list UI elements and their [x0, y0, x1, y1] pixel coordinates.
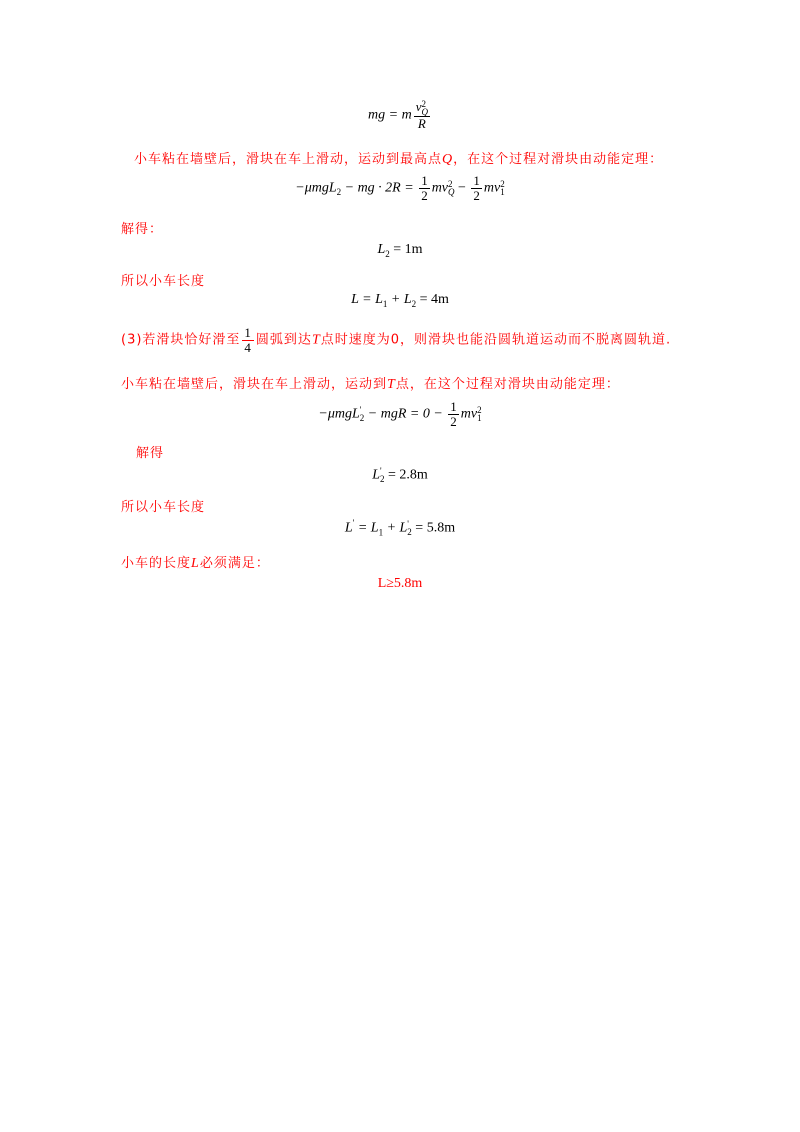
eq7-a: L — [344, 520, 353, 536]
eq1-num-sub: Q — [421, 107, 428, 118]
eq5-c: mv — [460, 406, 478, 422]
p1-var: Q — [442, 152, 454, 167]
eq2-e-sup: 2 — [500, 179, 505, 190]
paragraph-6: 解得 — [136, 446, 165, 461]
eq2-d: − — [454, 180, 470, 196]
eq7-b-sub: 1 — [378, 527, 384, 538]
equation-7 — [0, 518, 800, 537]
eq2-e-sub: 1 — [500, 187, 505, 198]
eq5-c-sub: 1 — [477, 413, 482, 424]
p4-tail: 点时速度为0，则滑块也能沿圆轨道运动而不脱离圆轨道. — [320, 332, 672, 348]
paragraph-2: 解得： — [121, 222, 164, 237]
eq4-b-sub: 2 — [411, 298, 417, 309]
p8-var: L — [191, 556, 200, 571]
paragraph-4 — [121, 326, 671, 354]
eq5-a: −μmgL — [318, 406, 360, 422]
eq3-a-sub: 2 — [385, 248, 390, 259]
equation-4 — [0, 292, 800, 309]
eq7-c: + L — [383, 520, 408, 536]
eq6-a: L — [372, 467, 380, 483]
eq2-frac1 — [419, 174, 430, 202]
eq2-c-sub: Q — [448, 187, 455, 198]
p4-fraction — [242, 326, 254, 354]
p4-var: T — [311, 332, 321, 348]
eq5-fn: 1 — [450, 399, 457, 414]
p8-head: 小车的长度 — [121, 556, 192, 571]
eq2-f2n: 1 — [473, 173, 480, 188]
eq1-fraction — [414, 100, 430, 131]
eq1-lhs: mg = m — [368, 107, 412, 123]
paragraph-7: 所以小车长度 — [121, 500, 206, 515]
eq7-c-sup: ' — [407, 519, 409, 530]
eq1-num: v — [415, 99, 422, 115]
p1-text: 小车粘在墙壁后，滑块在车上滑动，运动到最高点 — [134, 152, 443, 167]
p4-frac-num: 1 — [244, 325, 252, 340]
eq2-f1d: 2 — [421, 187, 428, 203]
eq1-num-sup: 2 — [421, 99, 426, 109]
p1-tail: ，在这个过程对滑块由动能定理： — [453, 152, 664, 167]
p4-frac-den: 4 — [244, 339, 252, 355]
eq6-a-sub: 2 — [380, 474, 385, 485]
paragraph-8 — [121, 552, 270, 572]
p5-tail: 点，在这个过程对滑块由动能定理： — [395, 377, 620, 392]
eq2-f2d: 2 — [473, 187, 480, 203]
p5-var: T — [387, 377, 396, 392]
eq2-c: mv — [431, 180, 449, 196]
equation-6 — [0, 467, 800, 483]
paragraph-3: 所以小车长度 — [121, 274, 206, 289]
eq5-a-sup: ' — [359, 405, 362, 416]
equation-1 — [0, 100, 800, 131]
eq5-fraction — [448, 400, 459, 428]
equation-2 — [0, 174, 800, 202]
p5-head: 小车粘在墙壁后，滑块在车上滑动，运动到 — [121, 377, 388, 392]
eq4-b: + L — [387, 292, 412, 307]
eq5-fd: 2 — [450, 413, 457, 429]
final-answer: L≥5.8m — [377, 576, 423, 591]
eq2-b: − mg · 2R = — [341, 180, 418, 196]
eq3-a: L — [377, 242, 386, 257]
equation-3 — [0, 242, 800, 259]
p8-tail: 必须满足： — [199, 556, 270, 571]
eq5-a-sub: 2 — [359, 413, 365, 424]
eq2-c-sup: 2 — [448, 179, 453, 190]
eq2-a-sub: 2 — [336, 187, 342, 198]
eq7-c-sub: 2 — [407, 527, 412, 538]
eq2-frac2 — [471, 174, 482, 202]
paragraph-1 — [134, 148, 663, 168]
eq5-c-sup: 2 — [477, 405, 482, 416]
eq2-f1n: 1 — [421, 173, 428, 188]
eq7-a-sup: ' — [352, 518, 355, 528]
eq3-b: = 1m — [389, 242, 423, 257]
eq5-b: − mgR = 0 − — [364, 406, 447, 422]
eq1-den: R — [417, 116, 426, 132]
eq4-a: L = L — [351, 292, 383, 307]
eq2-a: −μmgL — [295, 180, 337, 196]
eq7-d: = 5.8m — [411, 520, 456, 536]
eq4-a-sub: 1 — [382, 298, 388, 309]
eq6-a-sup: ' — [380, 466, 382, 476]
p4-prefix: (3)若滑块恰好滑至 — [121, 332, 241, 348]
eq6-b: = 2.8m — [384, 467, 428, 483]
eq4-c: = 4m — [416, 292, 449, 307]
eq7-b: = L — [354, 520, 379, 536]
equation-5 — [0, 400, 800, 428]
paragraph-5 — [121, 373, 620, 393]
eq2-e: mv — [483, 180, 501, 196]
p4-mid: 圆弧到达 — [255, 332, 312, 348]
